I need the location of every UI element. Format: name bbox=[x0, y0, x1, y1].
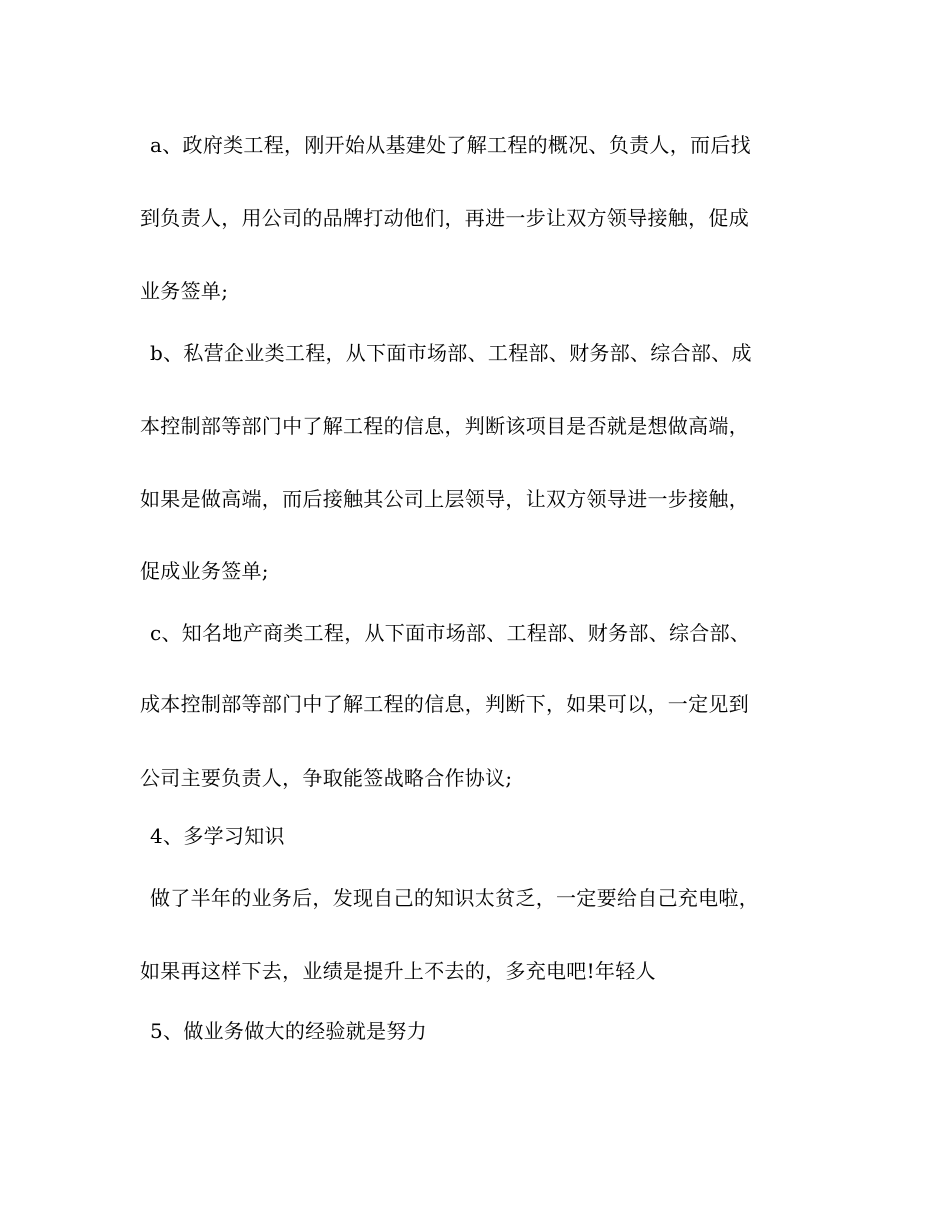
section-heading-4: 4、多学习知识 bbox=[150, 824, 285, 848]
paragraph-b-line-1: b、私营企业类工程，从下面市场部、工程部、财务部、综合部、成 bbox=[150, 341, 752, 365]
paragraph-a-line-1: a、政府类工程，刚开始从基建处了解工程的概况、负责人，而后找 bbox=[150, 133, 751, 157]
section-heading-5: 5、做业务做大的经验就是努力 bbox=[150, 1019, 427, 1043]
paragraph-c-line-3: 公司主要负责人，争取能签战略合作协议; bbox=[140, 766, 513, 790]
paragraph-b-line-2: 本控制部等部门中了解工程的信息，判断该项目是否就是想做高端， bbox=[140, 414, 749, 438]
paragraph-4-line-2: 如果再这样下去，业绩是提升上不去的，多充电吧!年轻人 bbox=[140, 959, 656, 983]
paragraph-c-line-2: 成本控制部等部门中了解工程的信息，判断下，如果可以，一定见到 bbox=[140, 692, 749, 716]
paragraph-c-line-1: c、知名地产商类工程，从下面市场部、工程部、财务部、综合部、 bbox=[150, 621, 751, 645]
paragraph-a-line-3: 业务签单; bbox=[140, 279, 229, 303]
paragraph-a-line-2: 到负责人，用公司的品牌打动他们，再进一步让双方领导接触，促成 bbox=[140, 206, 749, 230]
paragraph-b-line-4: 促成业务签单; bbox=[140, 559, 269, 583]
paragraph-4-line-1: 做了半年的业务后，发现自己的知识太贫乏，一定要给自己充电啦， bbox=[150, 886, 759, 910]
paragraph-b-line-3: 如果是做高端，而后接触其公司上层领导，让双方领导进一步接触， bbox=[140, 487, 749, 511]
